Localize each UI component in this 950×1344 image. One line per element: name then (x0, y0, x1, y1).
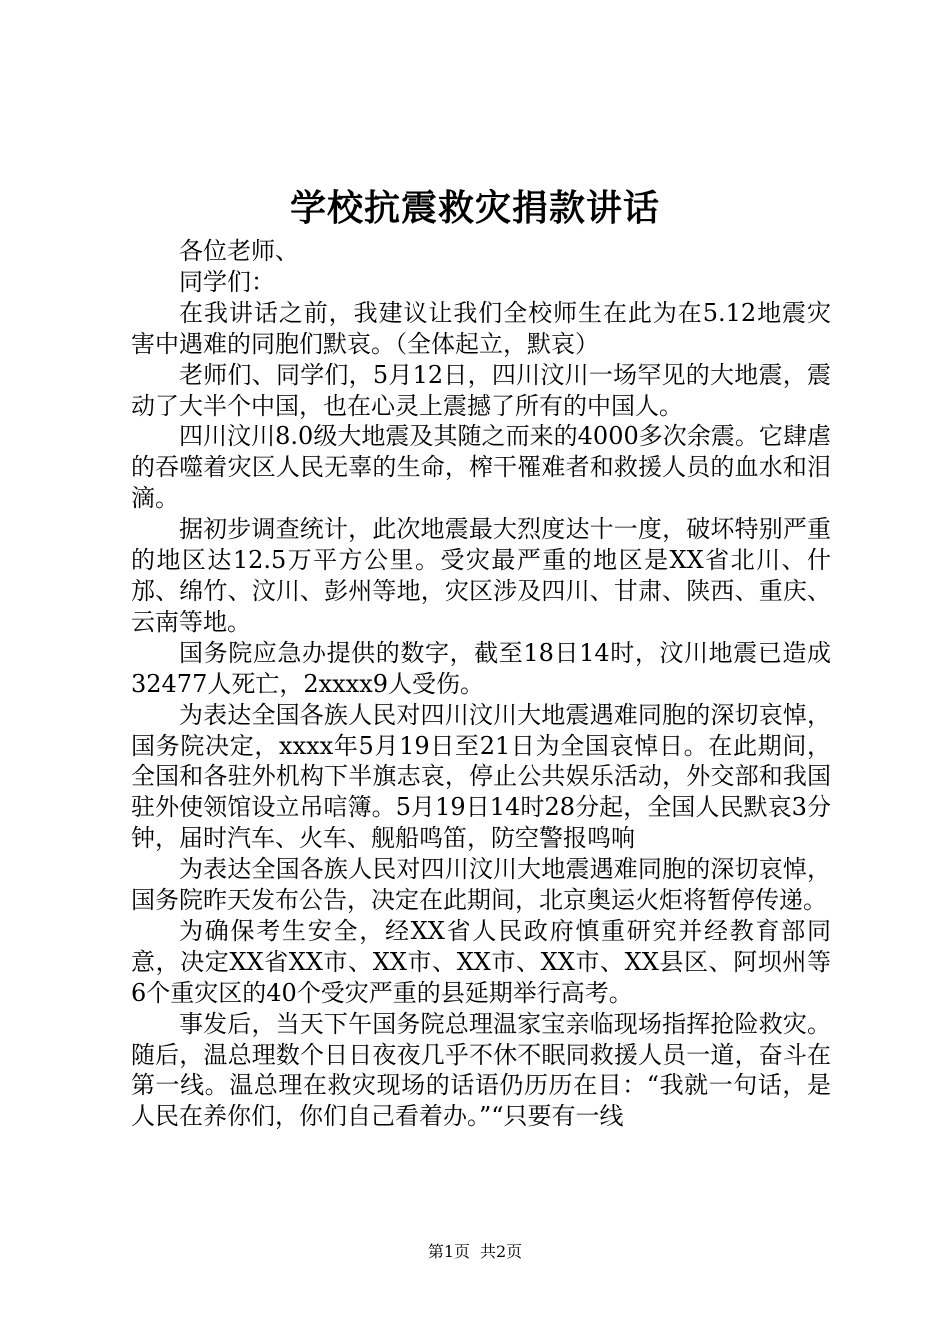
paragraph: 在我讲话之前，我建议让我们全校师生在此为在5.12地震灾害中遇难的同胞们默哀。（全体起立，默哀） (131, 298, 831, 358)
page-number: 第1页 (427, 1242, 470, 1261)
paragraph: 为确保考生安全，经XX省人民政府慎重研究并经教育部同意，决定XX省XX市、XX市、XX市、XX市、XX县区、阿坝州等6个重灾区的40个受灾严重的县延期举行高考。 (131, 916, 831, 1007)
paragraph: 为表达全国各族人民对四川汶川大地震遇难同胞的深切哀悼，国务院决定，xxxx年5月19日至21日为全国哀悼日。在此期间，全国和各驻外机构下半旗志哀，停止公共娱乐活动，外交部和我国驻外使领馆设立吊唁簿。5月19日14时28分起，全国人民默哀3分钟，届时汽车、火车、舰船鸣笛，防空警报鸣响 (131, 700, 831, 853)
document-body (131, 236, 831, 1132)
document-title: 学校抗震救灾捐款讲话 (289, 187, 660, 229)
paragraph: 四川汶川8.0级大地震及其随之而来的4000多次余震。它肆虐的吞噬着灾区人民无辜的生命，榨干罹难者和救援人员的血水和泪滴。 (131, 422, 831, 513)
paragraph: 为表达全国各族人民对四川汶川大地震遇难同胞的深切哀悼，国务院昨天发布公告，决定在此期间，北京奥运火炬将暂停传递。 (131, 855, 831, 915)
page-total: 共2页 (480, 1242, 523, 1261)
paragraph: 老师们、同学们，5月12日，四川汶川一场罕见的大地震，震动了大半个中国，也在心灵上震撼了所有的中国人。 (131, 360, 831, 420)
page-footer (0, 1241, 950, 1263)
paragraph: 国务院应急办提供的数字，截至18日14时，汶川地震已造成32477人死亡，2xxxx9人受伤。 (131, 638, 831, 698)
salutation-line-2: 同学们： (179, 267, 275, 296)
paragraph: 事发后，当天下午国务院总理温家宝亲临现场指挥抢险救灾。随后，温总理数个日日夜夜几乎不休不眠同救援人员一道，奋斗在第一线。温总理在救灾现场的话语仍历历在目：“我就一句话，是人民在养你们，你们自己看着办。”“只要有一线 (131, 1009, 831, 1131)
salutation-line-1: 各位老师、 (179, 237, 299, 265)
paragraph: 据初步调查统计，此次地震最大烈度达十一度，破坏特别严重的地区达12.5万平方公里。受灾最严重的地区是XX省北川、什邡、绵竹、汶川、彭州等地，灾区涉及四川、甘肃、陕西、重庆、云南等地。 (131, 515, 831, 636)
